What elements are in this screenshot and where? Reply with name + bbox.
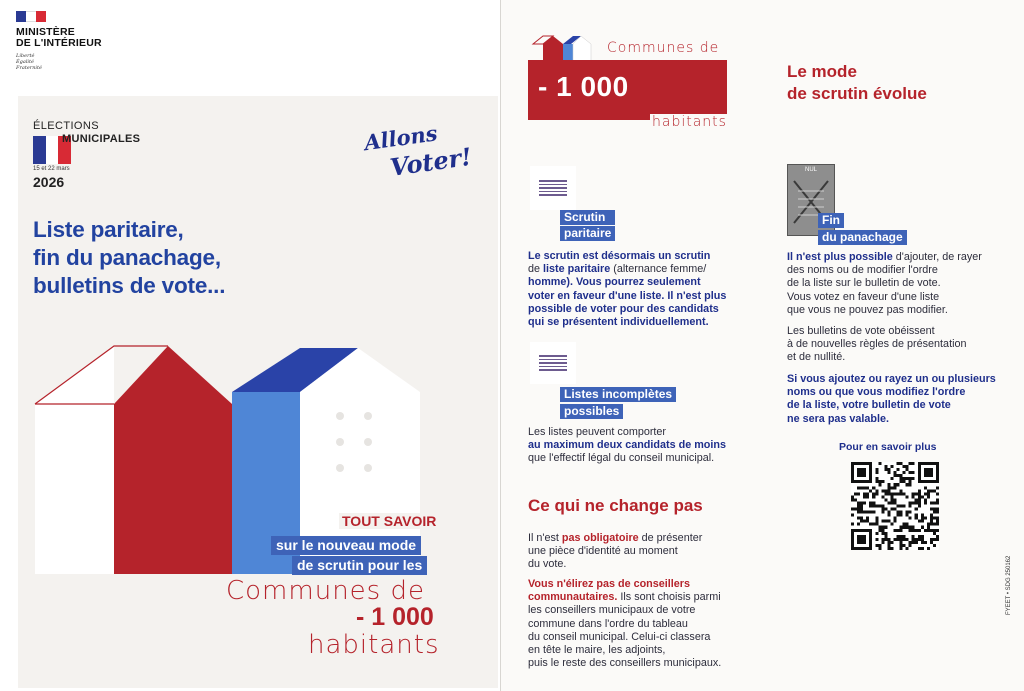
scrutin-tag-line-1: Scrutin: [560, 210, 615, 225]
elections-label: ÉLECTIONS: [33, 120, 99, 132]
panachage-tag-line-1: Fin: [818, 213, 844, 228]
header-communes: Communes de: [607, 40, 720, 56]
conseillers-line-4: commune dans l'ordre du tableau: [528, 617, 688, 630]
conseillers-line-5: du conseil municipal. Celui-ci classera: [528, 630, 711, 643]
ballot-list-icon: [530, 166, 576, 210]
listes-tag-line-1: Listes incomplètes: [560, 387, 676, 402]
savoir-plus-label: Pour en savoir plus: [839, 441, 937, 453]
listes-line-3: que l'effectif légal du conseil municipal.: [528, 452, 715, 465]
listes-tag: [560, 387, 676, 420]
scrutin-paragraph: [528, 250, 726, 329]
panachage-line-1: Il n'est plus possible d'ajouter, de rayer: [787, 251, 982, 263]
mode-title: [787, 61, 927, 105]
scrutin-tag-line-2: paritaire: [560, 226, 615, 241]
mode-title-line-2: de scrutin évolue: [787, 84, 927, 103]
ballot-list-icon-2: [530, 342, 576, 384]
headline-line-2: fin du panachage,: [33, 245, 221, 270]
scrutin-line-1: Le scrutin est désormais un scrutin: [528, 250, 711, 262]
id-line-1: Il n'est pas obligatoire de présenter: [528, 532, 703, 544]
municipales-label: MUNICIPALES: [62, 133, 141, 145]
scrutin-line-5: possible de voter pour des candidats: [528, 302, 719, 315]
scrutin-tag: [560, 210, 615, 241]
conseillers-line-3: les conseillers municipaux de votre: [528, 604, 696, 617]
listes-paragraph: [528, 426, 726, 466]
headline-line-1: Liste paritaire,: [33, 217, 184, 242]
panachage-line-4: Vous votez en faveur d'une liste: [787, 290, 940, 303]
id-paragraph: [528, 532, 702, 572]
qr-code-icon[interactable]: [851, 462, 939, 550]
panachage-line-5: que vous ne pouvez pas modifier.: [787, 303, 948, 316]
conseillers-line-2: communautaires. Ils sont choisis parmi: [528, 591, 721, 604]
qr-code-pattern: [851, 462, 939, 550]
bulletins-line-2: à de nouvelles règles de présentation: [787, 338, 967, 351]
elections-dates: 15 et 22 mars: [33, 166, 70, 172]
conseillers-line-7: puis le reste des conseillers municipaux.: [528, 657, 722, 670]
panachage-tag-line-2: du panachage: [818, 230, 907, 245]
allons-word: Allons: [362, 120, 439, 156]
warning-line-2: noms ou que vous modifiez l'ordre: [787, 386, 966, 399]
side-print-code: FYEET • SDG 250162: [1006, 555, 1012, 615]
panachage-paragraph: [787, 251, 982, 317]
unchanged-title: Ce qui ne change pas: [528, 496, 703, 515]
header-number: - 1 000: [538, 71, 629, 102]
nul-label: NUL: [804, 167, 817, 173]
mode-title-line-1: Le mode: [787, 62, 857, 81]
cover-number: - 1 000: [356, 603, 434, 631]
warning-paragraph: [787, 373, 996, 426]
cover-headline: [33, 216, 225, 300]
houses-illustration: [18, 340, 498, 576]
scrutin-line-2: de liste paritaire (alternance femme/: [528, 263, 707, 276]
panachage-tag: [818, 211, 907, 245]
listes-line-1: Les listes peuvent comporter: [528, 426, 667, 438]
ministry-motto-3: Fraternité: [16, 65, 42, 71]
header-habitants: habitants: [652, 114, 727, 130]
warning-line-1: Si vous ajoutez ou rayez un ou plusieurs: [787, 373, 996, 385]
bulletins-line-3: et de nullité.: [787, 351, 846, 364]
panachage-line-3: de la liste sur le bulletin de vote.: [787, 277, 941, 290]
elections-year: 2026: [33, 174, 65, 190]
cover-subtitle-2: de scrutin pour les: [292, 556, 427, 575]
cover-subtitle-1: sur le nouveau mode: [271, 536, 421, 555]
listes-tag-line-2: possibles: [560, 404, 623, 419]
scrutin-line-4: voter en faveur d'une liste. Il n'est plus: [528, 289, 727, 302]
ministry-line-2: DE L'INTÉRIEUR: [16, 37, 102, 49]
warning-line-3: de la liste, votre bulletin de vote: [787, 399, 951, 412]
scrutin-line-6: qui se présentent individuellement.: [528, 316, 709, 329]
warning-line-4: ne sera pas valable.: [787, 412, 890, 425]
conseillers-line-1: Vous n'élirez pas de conseillers: [528, 578, 690, 590]
bulletins-paragraph: [787, 325, 966, 365]
listes-line-2: au maximum deux candidats de moins: [528, 439, 726, 452]
cover-communes: Communes de: [226, 576, 425, 606]
panachage-line-2: des noms ou de modifier l'ordre: [787, 264, 938, 277]
ministry-line-1: MINISTÈRE: [16, 26, 75, 38]
headline-line-3: bulletins de vote...: [33, 273, 226, 298]
ministry-motto-2: Égalité: [16, 59, 34, 65]
ministry-motto-1: Liberté: [16, 53, 35, 59]
france-flag-icon: [16, 11, 46, 22]
conseillers-paragraph: [528, 578, 721, 670]
cover-habitants: habitants: [308, 630, 440, 660]
conseillers-line-6: en tête le maire, les adjoints,: [528, 644, 666, 657]
bulletins-line-1: Les bulletins de vote obéissent: [787, 325, 935, 337]
id-line-3: du vote.: [528, 558, 567, 571]
id-line-2: une pièce d'identité au moment: [528, 545, 678, 558]
scrutin-line-3: homme). Vous pourrez seulement: [528, 276, 701, 289]
voter-word: Voter!: [388, 141, 474, 182]
tout-savoir-label: TOUT SAVOIR: [339, 513, 439, 529]
